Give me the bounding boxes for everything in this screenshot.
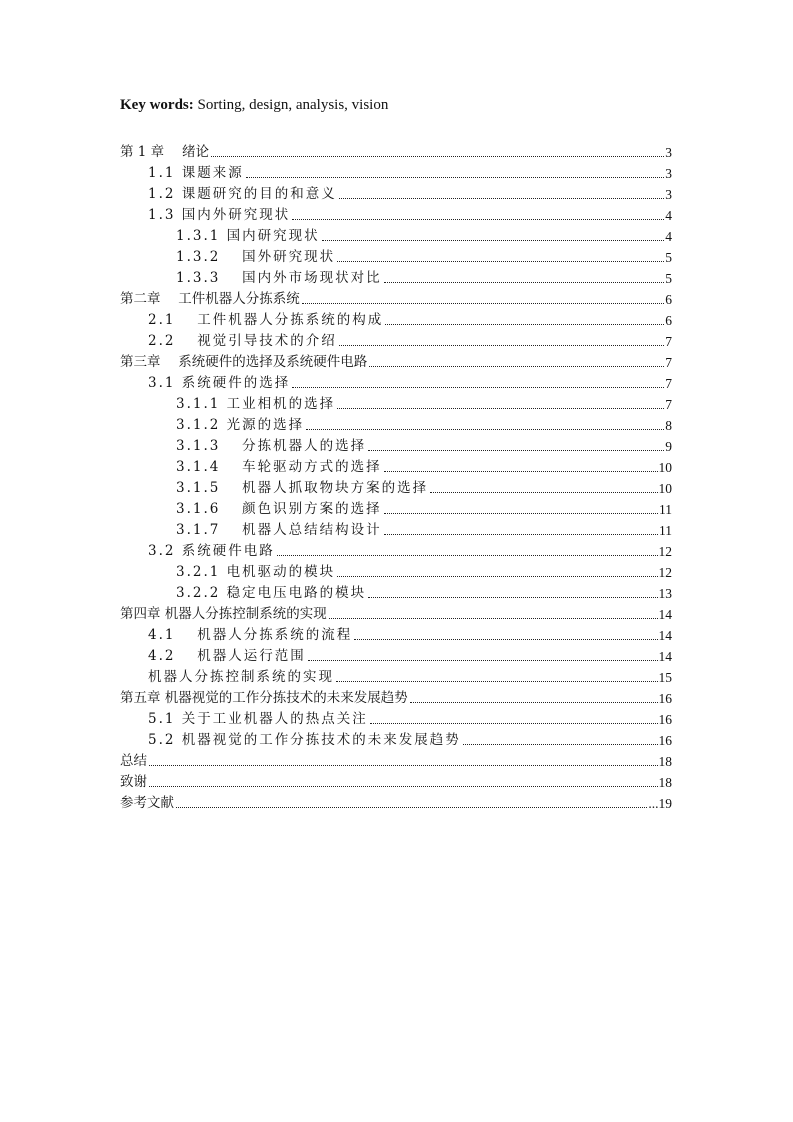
toc-dot-leader — [384, 471, 658, 472]
toc-dot-leader — [369, 366, 664, 367]
toc-entry-title: 1.2 课题研究的目的和意义 — [148, 186, 337, 202]
toc-entry-page: 3 — [665, 187, 672, 202]
toc-entry-title: 3.1.2 光源的选择 — [176, 417, 305, 433]
toc-dot-leader — [463, 744, 658, 745]
toc-dot-leader — [354, 639, 657, 640]
toc-entry[interactable] — [120, 371, 672, 392]
toc-entry-title: 2.2 视觉引导技术的介绍 — [148, 333, 337, 349]
toc-entry[interactable] — [120, 413, 672, 434]
toc-entry[interactable] — [120, 707, 672, 728]
toc-entry[interactable] — [120, 287, 672, 308]
toc-entry[interactable] — [120, 497, 672, 518]
toc-entry[interactable] — [120, 140, 672, 161]
toc-dot-leader — [322, 240, 665, 241]
toc-entry-title: 1.3.1 国内研究现状 — [176, 228, 320, 244]
toc-entry[interactable] — [120, 329, 672, 350]
toc-entry-title: 第三章 系统硬件的选择及系统硬件电路 — [120, 354, 368, 370]
toc-dot-leader — [368, 450, 664, 451]
toc-entry-page: 7 — [665, 355, 672, 370]
toc-entry-title: 1.1 课题来源 — [148, 165, 244, 181]
toc-dot-leader — [410, 702, 658, 703]
toc-entry-page: 8 — [665, 418, 672, 433]
toc-entry-title: 3.2 系统硬件电路 — [148, 543, 275, 559]
toc-dot-leader — [302, 303, 664, 304]
toc-entry[interactable] — [120, 770, 672, 791]
toc-dot-leader — [384, 513, 658, 514]
toc-entry-title: 第五章 机器视觉的工作分拣技术的未来发展趋势 — [120, 690, 408, 706]
keywords-label: Key words: — [120, 97, 194, 113]
toc-entry-title: 机器人分拣控制系统的实现 — [148, 669, 334, 685]
toc-dot-leader — [292, 387, 664, 388]
toc-entry[interactable] — [120, 434, 672, 455]
toc-entry[interactable] — [120, 623, 672, 644]
toc-entry[interactable] — [120, 602, 672, 623]
toc-entry-title: 第四章 机器人分拣控制系统的实现 — [120, 606, 327, 622]
toc-entry[interactable] — [120, 476, 672, 497]
toc-dot-leader — [384, 534, 658, 535]
toc-entry-page: 10 — [658, 481, 672, 496]
toc-entry-title: 1.3.2 国外研究现状 — [176, 249, 336, 265]
toc-entry[interactable] — [120, 203, 672, 224]
toc-entry-page: 13 — [658, 586, 672, 601]
toc-dot-leader — [149, 786, 658, 787]
toc-entry-page: 5 — [665, 250, 672, 265]
toc-entry[interactable] — [120, 161, 672, 182]
toc-dot-leader — [339, 345, 664, 346]
toc-dot-leader — [337, 408, 664, 409]
toc-entry-page: ...19 — [648, 796, 672, 811]
toc-dot-leader — [149, 765, 658, 766]
toc-dot-leader — [308, 660, 658, 661]
toc-entry-title: 3.2.2 稳定电压电路的模块 — [176, 585, 367, 601]
toc-dot-leader — [277, 555, 658, 556]
toc-entry-page: 11 — [659, 502, 672, 517]
toc-dot-leader — [176, 807, 647, 808]
toc-entry-title: 3.1.6 颜色识别方案的选择 — [176, 501, 382, 517]
toc-entry-page: 18 — [658, 775, 672, 790]
toc-entry[interactable] — [120, 350, 672, 371]
toc-entry-title: 总结 — [120, 753, 147, 769]
toc-entry[interactable] — [120, 266, 672, 287]
toc-entry[interactable] — [120, 392, 672, 413]
toc-dot-leader — [430, 492, 657, 493]
toc-entry-title: 3.2.1 电机驱动的模块 — [176, 564, 336, 580]
toc-entry-title: 1.3.3 国内外市场现状对比 — [176, 270, 382, 286]
toc-dot-leader — [329, 618, 658, 619]
toc-entry[interactable] — [120, 686, 672, 707]
toc-entry-page: 3 — [665, 166, 672, 181]
toc-entry-page: 11 — [659, 523, 672, 538]
toc-entry-page: 12 — [658, 565, 672, 580]
toc-dot-leader — [384, 282, 665, 283]
toc-entry[interactable] — [120, 749, 672, 770]
toc-entry-page: 14 — [658, 628, 672, 643]
toc-entry[interactable] — [120, 791, 672, 812]
toc-dot-leader — [337, 261, 664, 262]
toc-entry-page: 16 — [658, 712, 672, 727]
toc-entry-title: 致谢 — [120, 774, 147, 790]
toc-entry[interactable] — [120, 644, 672, 665]
toc-entry-page: 9 — [665, 439, 672, 454]
toc-entry-title: 3.1.7 机器人总结结构设计 — [176, 522, 382, 538]
toc-entry-title: 3.1 系统硬件的选择 — [148, 375, 291, 391]
toc-entry-page: 14 — [658, 607, 672, 622]
table-of-contents — [120, 140, 672, 812]
toc-entry-page: 7 — [665, 376, 672, 391]
toc-entry-page: 16 — [658, 733, 672, 748]
toc-entry-title: 5.1 关于工业机器人的热点关注 — [148, 711, 368, 727]
toc-dot-leader — [211, 156, 664, 157]
toc-entry-page: 4 — [665, 208, 672, 223]
toc-entry-title: 4.2 机器人运行范围 — [148, 648, 306, 664]
toc-entry-page: 15 — [658, 670, 672, 685]
toc-entry-page: 6 — [665, 313, 672, 328]
toc-dot-leader — [385, 324, 664, 325]
toc-dot-leader — [306, 429, 664, 430]
toc-entry[interactable] — [120, 455, 672, 476]
toc-dot-leader — [339, 198, 664, 199]
toc-entry-title: 2.1 工件机器人分拣系统的构成 — [148, 312, 384, 328]
toc-entry-page: 14 — [658, 649, 672, 664]
toc-dot-leader — [246, 177, 664, 178]
toc-entry-page: 3 — [665, 145, 672, 160]
toc-entry[interactable] — [120, 665, 672, 686]
toc-entry-title: 1.3 国内外研究现状 — [148, 207, 291, 223]
toc-entry[interactable] — [120, 224, 672, 245]
toc-dot-leader — [292, 219, 664, 220]
toc-entry-page: 10 — [658, 460, 672, 475]
toc-entry-title: 3.1.1 工业相机的选择 — [176, 396, 336, 412]
toc-entry-page: 12 — [658, 544, 672, 559]
toc-entry[interactable] — [120, 560, 672, 581]
toc-entry-title: 第 1 章 绪论 — [120, 144, 209, 160]
toc-entry[interactable] — [120, 182, 672, 203]
toc-entry-page: 7 — [665, 397, 672, 412]
toc-entry-title: 3.1.4 车轮驱动方式的选择 — [176, 459, 382, 475]
toc-entry[interactable] — [120, 728, 672, 749]
keywords-value: Sorting, design, analysis, vision — [197, 97, 389, 113]
toc-entry[interactable] — [120, 245, 672, 266]
toc-entry-page: 4 — [665, 229, 672, 244]
toc-entry[interactable] — [120, 581, 672, 602]
toc-dot-leader — [370, 723, 658, 724]
toc-entry-title: 第二章 工件机器人分拣系统 — [120, 291, 300, 307]
toc-entry-page: 16 — [658, 691, 672, 706]
toc-entry-page: 5 — [665, 271, 672, 286]
keywords-line — [120, 97, 388, 114]
toc-entry-title: 4.1 机器人分拣系统的流程 — [148, 627, 353, 643]
toc-dot-leader — [337, 576, 657, 577]
toc-dot-leader — [368, 597, 657, 598]
toc-dot-leader — [336, 681, 658, 682]
toc-entry[interactable] — [120, 308, 672, 329]
toc-entry[interactable] — [120, 539, 672, 560]
toc-entry-title: 3.1.5 机器人抓取物块方案的选择 — [176, 480, 429, 496]
toc-entry-title: 参考文献 — [120, 795, 174, 811]
toc-entry-page: 18 — [658, 754, 672, 769]
toc-entry-title: 3.1.3 分拣机器人的选择 — [176, 438, 367, 454]
toc-entry-page: 7 — [665, 334, 672, 349]
toc-entry-title: 5.2 机器视觉的工作分拣技术的未来发展趋势 — [148, 732, 461, 748]
toc-entry[interactable] — [120, 518, 672, 539]
toc-entry-page: 6 — [665, 292, 672, 307]
